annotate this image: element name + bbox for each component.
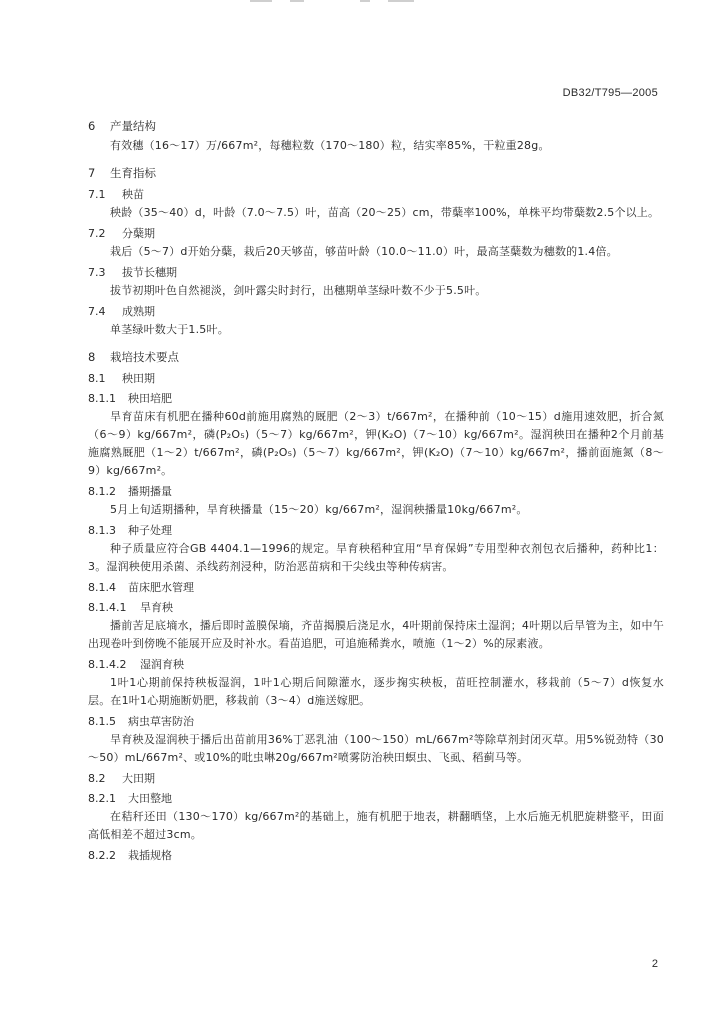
section-heading [88,264,664,281]
section-number: 8.1.4.1 [88,601,127,614]
paragraph: 在秸秆还田（130～170）kg/667m²的基础上，施有机肥于地表，耕翻晒垡，上水后施无机肥旋耕整平，田面高低相差不超过3cm。 [88,810,664,841]
section-title: 旱育秧 [140,601,173,614]
paragraph: 有效穗（16～17）万/667m²，每穗粒数（170～180）粒，结实率85%，干粒重28g。 [110,139,550,152]
scan-top-edge [0,0,724,4]
section-heading [88,225,664,242]
section-heading [88,186,664,203]
section-title: 产量结构 [110,119,156,133]
paragraph: 5月上旬适期播种，旱育秧播量（15～20）kg/667m²，湿润秧播量10kg/667m²。 [110,503,528,516]
section-title: 秧苗 [122,188,144,201]
section-title: 大田期 [122,772,155,785]
section-heading [88,347,664,367]
section-number: 7.2 [88,227,106,240]
section-number: 6 [88,119,96,133]
paragraph: 种子质量应符合GB 4404.1—1996的规定。旱育秧稻种宜用“旱育保姆”专用型种衣剂包衣后播种，药种比1：3。湿润秧使用杀菌、杀线药剂浸种，防治恶苗病和干尖线虫等种传病害。 [88,542,664,573]
section-number: 8.1.5 [88,715,116,728]
section-heading [88,163,664,183]
section-title: 栽插规格 [128,849,172,862]
section-heading [88,656,664,673]
paragraph: 旱育秧及湿润秧于播后出苗前用36%丁恶乳油（100～150）mL/667m²等除草剂封闭灭草。用5%锐劲特（30～50）mL/667m²、或10%的吡虫啉20g/667m²喷雾防治秧田螟虫、飞虱、稻蓟马等。 [88,733,664,764]
section-number: 8.2 [88,772,106,785]
section-title: 种子处理 [128,524,172,537]
section-heading [88,579,664,596]
section-title: 病虫草害防治 [128,715,194,728]
section-title: 湿润育秧 [140,658,184,671]
section-heading [88,770,664,787]
section-number: 8.1.1 [88,392,116,405]
section-number: 8 [88,350,96,364]
section-number: 8.1.4.2 [88,658,127,671]
section-title: 秧田期 [122,372,155,385]
page-number: 2 [651,958,658,970]
section-heading [88,790,664,807]
section-title: 成熟期 [122,305,155,318]
section-heading [88,847,664,864]
section-heading [88,599,664,616]
section-title: 生育指标 [110,166,156,180]
paragraph: 秧龄（35～40）d，叶龄（7.0～7.5）叶，苗高（20～25）cm，带蘖率100%，单株平均带蘖数2.5个以上。 [110,206,660,219]
section-number: 7.1 [88,188,106,201]
section-heading [88,522,664,539]
section-number: 7.3 [88,266,106,279]
section-number: 7.4 [88,305,106,318]
section-heading [88,303,664,320]
section-title: 栽培技术要点 [110,350,179,364]
paragraph: 播前苦足底墒水，播后即时盖膜保墒，齐苗揭膜后浇足水，4叶期前保持床土湿润；4叶期以后旱管为主，如中午出现卷叶到傍晚不能展开应及时补水。看苗追肥，可追施稀粪水，喷施（1～2）%的尿素液。 [88,619,664,650]
paragraph: 拔节初期叶色自然褪淡，剑叶露尖时封行，出穗期单茎绿叶数不少于5.5叶。 [110,284,487,297]
section-number: 8.1.4 [88,581,116,594]
section-title: 秧田培肥 [128,392,172,405]
section-title: 拔节长穗期 [122,266,177,279]
section-number: 8.1.3 [88,524,116,537]
section-title: 播期播量 [128,485,172,498]
section-number: 8.2.1 [88,792,116,805]
section-heading [88,483,664,500]
section-title: 分蘖期 [122,227,155,240]
section-title: 大田整地 [128,792,172,805]
section-number: 8.1 [88,372,106,385]
section-heading [88,116,664,136]
section-title: 苗床肥水管理 [128,581,194,594]
section-number: 7 [88,166,96,180]
paragraph: 1叶1心期前保持秧板湿润，1叶1心期后间隙灌水，逐步掬实秧板，苗旺控制灌水，移栽前（5～7）d恢复水层。在1叶1心期施断奶肥，移栽前（3～4）d施送嫁肥。 [88,676,664,707]
paragraph: 单茎绿叶数大于1.5叶。 [110,323,229,336]
section-number: 8.2.2 [88,849,116,862]
section-heading [88,713,664,730]
section-number: 8.1.2 [88,485,116,498]
document-body [88,108,664,864]
section-heading [88,390,664,407]
standard-code-header: DB32/T795—2005 [562,87,658,99]
paragraph: 旱育苗床有机肥在播种60d前施用腐熟的厩肥（2～3）t/667m²，在播种前（10～15）d施用速效肥，折合氮（6～9）kg/667m²，磷(P₂O₅)（5～7）kg/667m²，钾(K₂O)（7～10）kg/667m²。湿润秧田在播种2个月前基施腐熟厩肥（1～2）t/667m²，磷(P₂O₅)（5～7）kg/667m²，钾(K₂O)（7～10）kg/667m²，播前面施氮（8～9）kg/667m²。 [88,410,664,477]
section-heading [88,370,664,387]
paragraph: 栽后（5～7）d开始分蘖，栽后20天够苗，够苗叶龄（10.0～11.0）叶，最高茎蘖数为穗数的1.4倍。 [110,245,618,258]
